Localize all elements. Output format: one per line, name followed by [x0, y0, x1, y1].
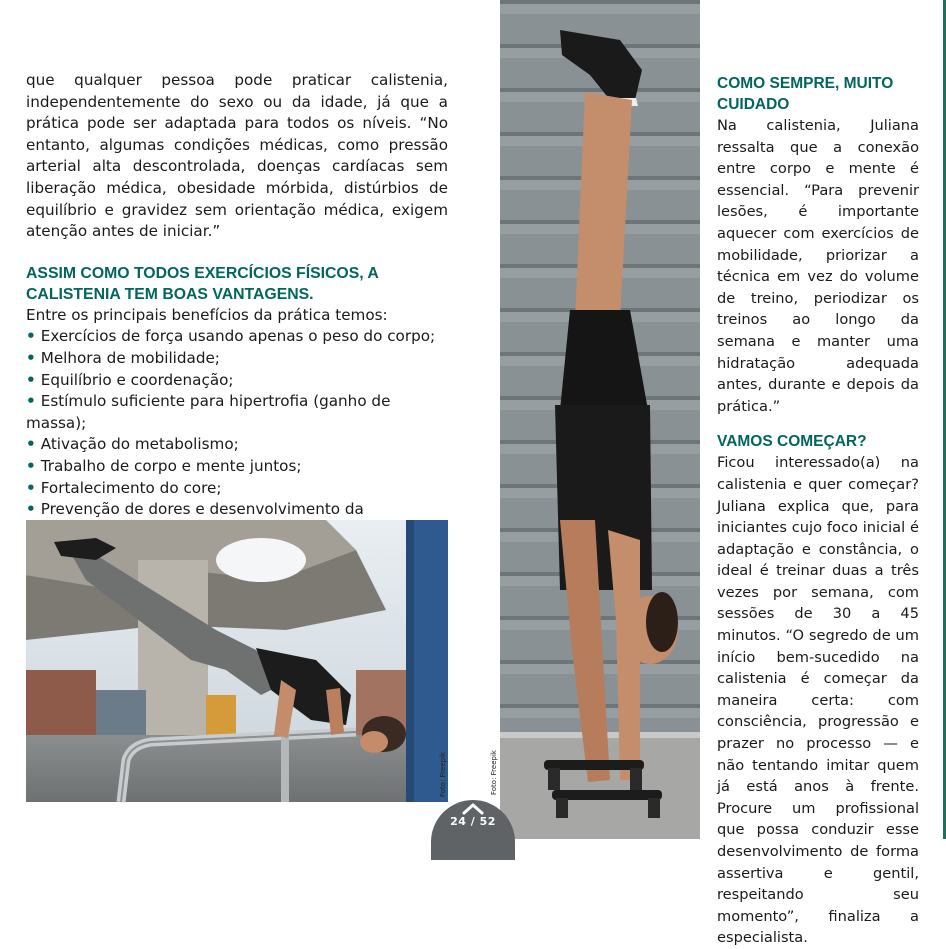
right-column	[717, 73, 919, 949]
benefits-list	[26, 326, 448, 542]
intro-paragraph: que qualquer pessoa pode praticar calistenia, independentemente do sexo ou da idade, já que a prática pode ser adaptada para todos os níveis. “No entanto, algumas condições médicas, como pressão arterial alta descontrolada, doenças cardíacas sem liberação médica, obesidade mórbida, distúrbios de equilíbrio e gravidez sem orientação médica, exigem atenção antes de iniciar.”	[26, 71, 448, 241]
page-number: 24 / 52	[450, 815, 496, 828]
section-heading-benefits: ASSIM COMO TODOS EXERCÍCIOS FÍSICOS, A CALISTENIA TEM BOAS VANTAGENS.	[26, 264, 379, 303]
bullet-icon: •	[26, 435, 36, 454]
photo-handstand	[490, 0, 700, 839]
bullet-icon: •	[26, 348, 36, 367]
bullet-icon: •	[26, 456, 36, 475]
bullet-icon: •	[26, 392, 36, 411]
list-item: • Prevenção de dores e desenvolvimento da	[26, 500, 364, 519]
dips-illustration	[26, 520, 448, 802]
list-item: • Fortalecimento do core;	[26, 478, 222, 497]
care-paragraph: Na calistenia, Juliana ressalta que a conexão entre corpo e mente é essencial. “Para prevenir lesões, é importante aquecer com exercícios de mobilidade, priorizar a técnica em vez do volume de treino, periodizar os treinos ao longo da semana e manter uma hidratação adequada antes, durante e depois da prática.”	[717, 117, 919, 415]
list-item: • Melhora de mobilidade;	[26, 348, 220, 367]
photo-credit-center: Foto: Freepik	[490, 750, 498, 795]
photo-dips-exercise	[26, 520, 448, 802]
start-paragraph: Ficou interessado(a) na calistenia e quer começar? Juliana explica que, para iniciantes cujo foco inicial é adaptação e constância, o ideal é treinar duas a três vezes por semana, com sessões de 30 a 45 minutos. “O segredo de um início bem-sucedido na calistenia é começar da maneira certa: com consciência, progressão e prazer no processo — e não tentando imitar quem já está anos à frente. Procure um profissional que possa conduzir esse desenvolvimento de forma assertiva e gentil, respeitando seu momento”, finaliza a especialista.	[717, 454, 919, 947]
list-intro: Entre os principais benefícios da prática temos:	[26, 305, 388, 324]
bullet-icon: •	[26, 370, 36, 389]
photo-credit-left: Foto: Freepik	[439, 752, 447, 797]
bullet-icon: •	[26, 478, 36, 497]
list-item: • Trabalho de corpo e mente juntos;	[26, 456, 302, 475]
section-heading-care: COMO SEMPRE, MUITO CUIDADO	[717, 75, 894, 113]
handstand-illustration	[500, 0, 700, 839]
list-item: • Ativação do metabolismo;	[26, 435, 239, 454]
bullet-icon: •	[26, 500, 36, 519]
left-column	[26, 70, 448, 542]
chevron-up-icon[interactable]	[462, 803, 484, 815]
list-item: • Estímulo suficiente para hipertrofia (ganho de massa);	[26, 392, 391, 432]
list-item: • Exercícios de força usando apenas o peso do corpo;	[26, 327, 436, 346]
section-heading-start: VAMOS COMEÇAR?	[717, 433, 867, 451]
list-item: • Equilíbrio e coordenação;	[26, 370, 234, 389]
bullet-icon: •	[26, 327, 36, 346]
